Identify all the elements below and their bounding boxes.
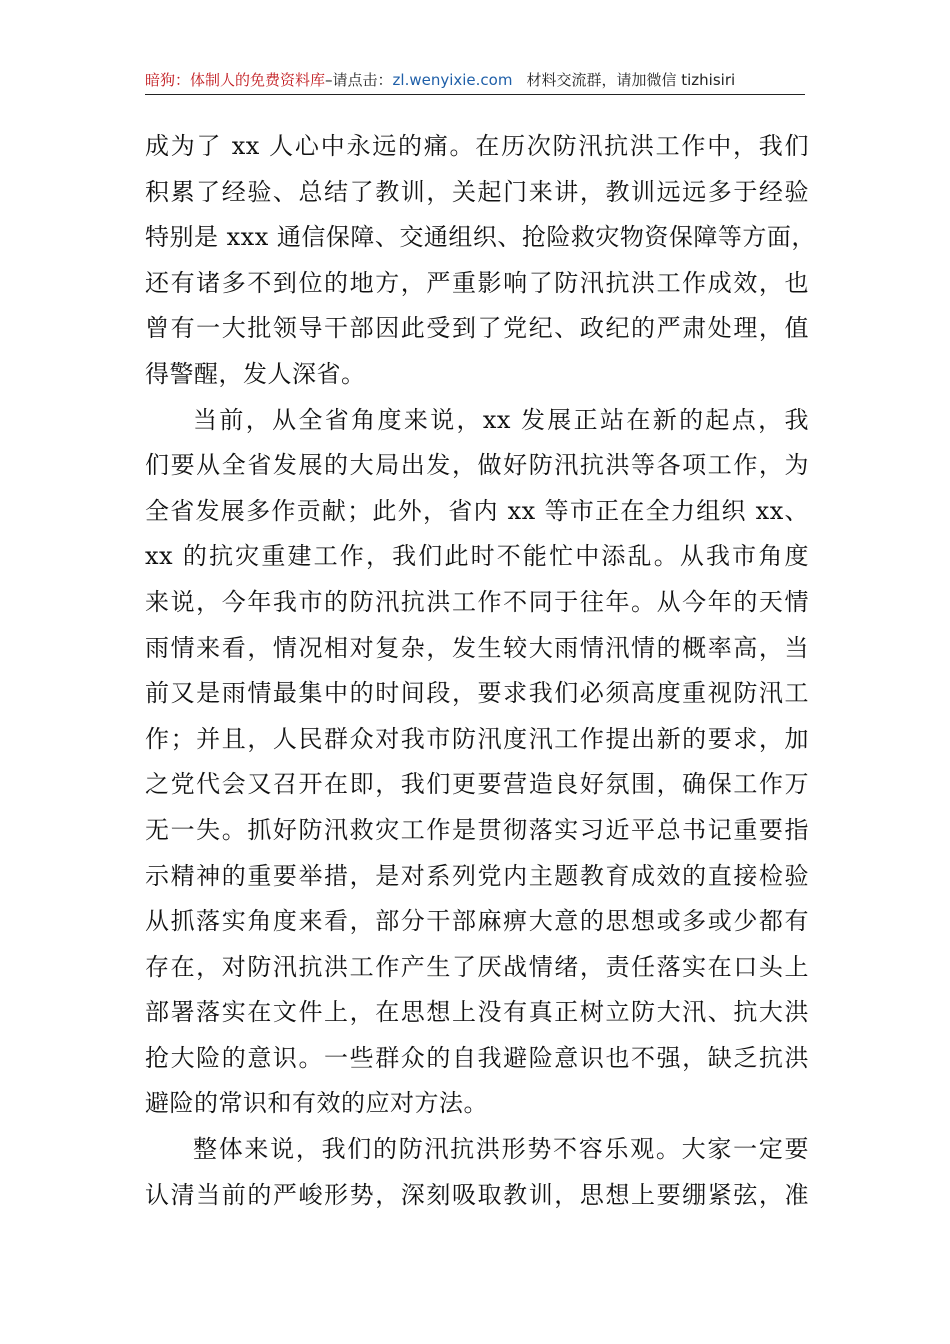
text-line: 无一失。抓好防汛救灾工作是贯彻落实习近平总书记重要指 xyxy=(145,815,809,844)
text-line: 作；并且，人民群众对我市防汛度汛工作提出新的要求，加 xyxy=(145,724,809,753)
text-line: 得警醒，发人深省。 xyxy=(145,359,366,388)
header-site-name: 暗狗：体制人的免费资料库 xyxy=(145,71,326,89)
text-line: 积累了经验、总结了教训，关起门来讲，教训远远多于经验 xyxy=(145,177,809,206)
text-line: 前又是雨情最集中的时间段，要求我们必须高度重视防汛工 xyxy=(145,679,809,708)
text-line: 曾有一大批领导干部因此受到了党纪、政纪的严肃处理，值 xyxy=(145,314,809,343)
text-line: 们要从全省发展的大局出发，做好防汛抗洪等各项工作，为 xyxy=(145,451,809,480)
text-line: 抢大险的意识。一些群众的自我避险意识也不强，缺乏抗洪 xyxy=(145,1043,809,1072)
text-line: 认清当前的严峻形势，深刻吸取教训，思想上要绷紧弦，准 xyxy=(145,1180,809,1209)
text-line: 全省发展多作贡献；此外，省内 xx 等市正在全力组织 xx、 xyxy=(145,496,809,525)
text-line: 来说，今年我市的防汛抗洪工作不同于往年。从今年的天情 xyxy=(145,587,809,616)
page-header xyxy=(145,66,805,95)
text-line: 部署落实在文件上，在思想上没有真正树立防大汛、抗大洪 xyxy=(145,998,809,1027)
text-line: 特别是 xxx 通信保障、交通组织、抢险救灾物资保障等方面， xyxy=(145,223,816,252)
header-wechat-note: 材料交流群，请加微信 tizhisiri xyxy=(526,71,736,89)
text-line: 避险的常识和有效的应对方法。 xyxy=(145,1089,488,1118)
header-url-link[interactable]: zl.wenyixie.com xyxy=(392,71,513,89)
document-body xyxy=(145,124,816,1218)
text-line: 雨情来看，情况相对复杂，发生较大雨情汛情的概率高，当 xyxy=(145,633,809,662)
text-line: 成为了 xx 人心中永远的痛。在历次防汛抗洪工作中，我们 xyxy=(145,132,809,160)
text-line: 之党代会又召开在即，我们更要营造良好氛围，确保工作万 xyxy=(145,770,809,799)
header-click-prefix: –请点击： xyxy=(325,71,393,89)
text-line: 整体来说，我们的防汛抗洪形势不容乐观。大家一定要 xyxy=(193,1135,809,1164)
text-line: 存在，对防汛抗洪工作产生了厌战情绪，责任落实在口头上 xyxy=(145,952,809,981)
text-line: 从抓落实角度来看，部分干部麻痹大意的思想或多或少都有 xyxy=(145,907,809,936)
text-line: 当前，从全省角度来说，xx 发展正站在新的起点，我 xyxy=(193,405,809,434)
text-line: xx 的抗灾重建工作，我们此时不能忙中添乱。从我市角度 xyxy=(145,542,809,571)
text-line: 还有诸多不到位的地方，严重影响了防汛抗洪工作成效，也 xyxy=(145,268,809,297)
text-line: 示精神的重要举措，是对系列党内主题教育成效的直接检验 xyxy=(145,861,809,890)
